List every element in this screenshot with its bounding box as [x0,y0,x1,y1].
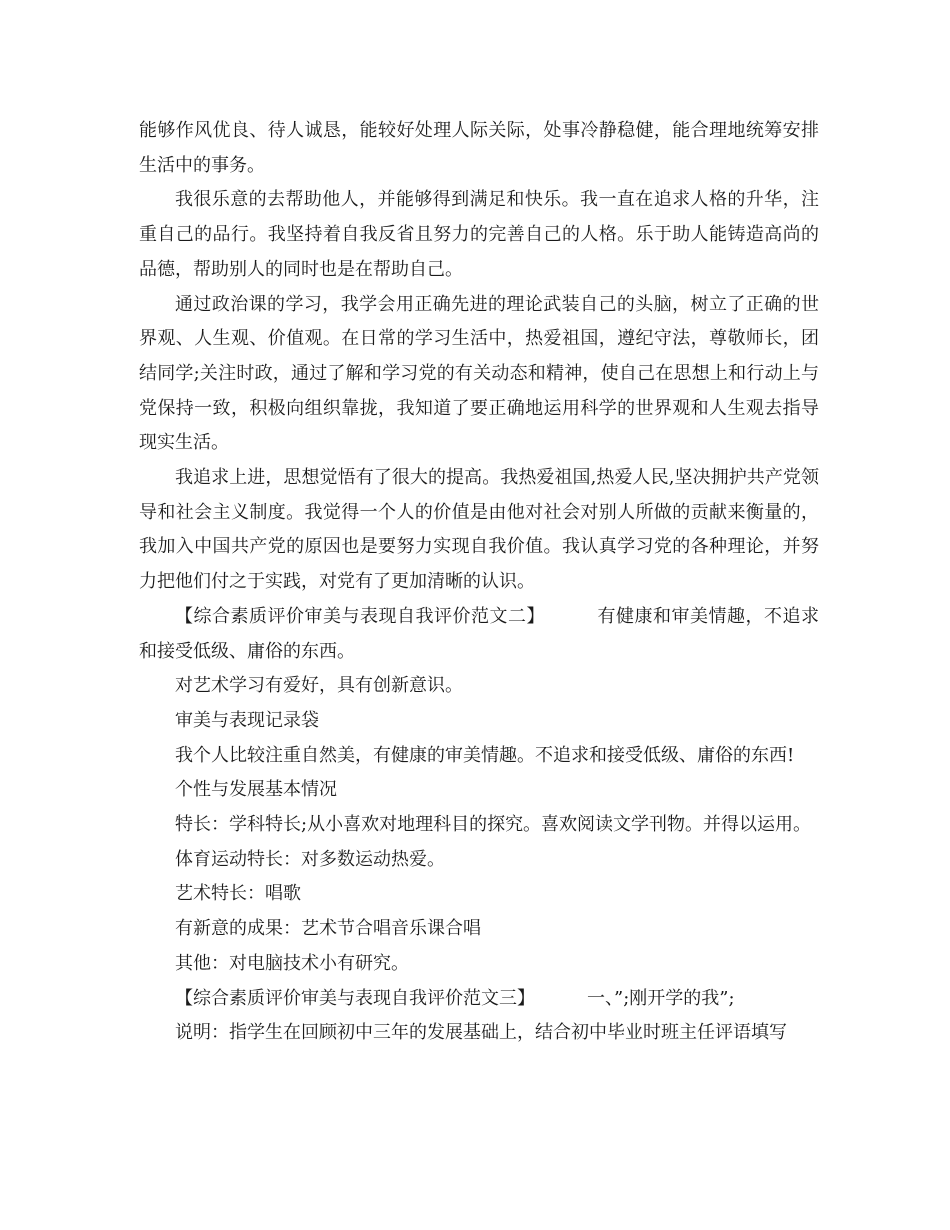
paragraph-text: 能够作风优良、待人诚恳，能较好处理人际关际，处事冷静稳健，能合理地统筹安排生活中的事务。 [139,120,819,176]
paragraph [139,877,819,912]
section-heading: 【综合素质评价审美与表现自我评价范文二】 [175,605,545,627]
paragraph-text: 体育运动特长：对多数运动热爱。 [175,848,445,870]
paragraph-text: 我很乐意的去帮助他人，并能够得到满足和快乐。我一直在追求人格的升华，注重自己的品行。我坚持着自我反省且努力的完善自己的人格。乐于助人能铸造高尚的品德，帮助别人的同时也是在帮助自己。 [139,189,819,280]
paragraph-text: 对艺术学习有爱好，具有创新意识。 [175,675,463,697]
paragraph-text: 我个人比较注重自然美，有健康的审美情趣。不追求和接受低级、庸俗的东西! [175,744,795,766]
document-body [139,114,819,1051]
paragraph-text: 我追求上进，思想觉悟有了很大的提高。我热爱祖国,热爱人民,坚决拥护共产党领导和社会主义制度。我觉得一个人的价值是由他对社会对别人所做的贡献来衡量的，我加入中国共产党的原因也是要努力实现自我价值。我认真学习党的各种理论，并努力把他们付之于实践，对党有了更加清晰的认识。 [139,467,819,593]
paragraph [139,669,819,704]
paragraph-text: 通过政治课的学习，我学会用正确先进的理论武装自己的头脑，树立了正确的世界观、人生观、价值观。在日常的学习生活中，热爱祖国，遵纪守法，尊敬师长，团结同学;关注时政，通过了解和学习党的有关动态和精神，使自己在思想上和行动上与党保持一致，积极向组织靠拢，我知道了要正确地运用科学的世界观和人生观去指导现实生活。 [139,293,819,454]
paragraph [139,843,819,878]
section-paragraph [139,982,819,1017]
paragraph-text: 审美与表现记录袋 [175,709,319,731]
paragraph [139,288,819,462]
paragraph-text: 个性与发展基本情况 [175,779,337,801]
paragraph [139,773,819,808]
paragraph-text: 有健康和审美情趣，不追求和接受低级、庸俗的东西。 [139,605,819,662]
paragraph [139,114,819,183]
paragraph [139,461,819,600]
paragraph [139,704,819,739]
paragraph-text: 说明：指学生在回顾初中三年的发展基础上，结合初中毕业时班主任评语填写 [175,1022,787,1044]
paragraph-text: 艺术特长：唱歌 [175,883,301,905]
paragraph [139,1016,819,1051]
paragraph-text: 特长：学科特长;从小喜欢对地理科目的探究。喜欢阅读文学刊物。并得以运用。 [175,814,812,836]
paragraph [139,808,819,843]
paragraph-text: 有新意的成果：艺术节合唱音乐课合唱 [175,918,481,940]
paragraph [139,183,819,287]
paragraph [139,912,819,947]
section-paragraph [139,600,819,669]
paragraph [139,739,819,774]
section-heading: 【综合素质评价审美与表现自我评价范文三】 [175,987,535,1009]
paragraph-text: 其他：对电脑技术小有研究。 [175,952,409,974]
paragraph-text: 一、”;刚开学的我”; [587,987,735,1009]
paragraph [139,947,819,982]
